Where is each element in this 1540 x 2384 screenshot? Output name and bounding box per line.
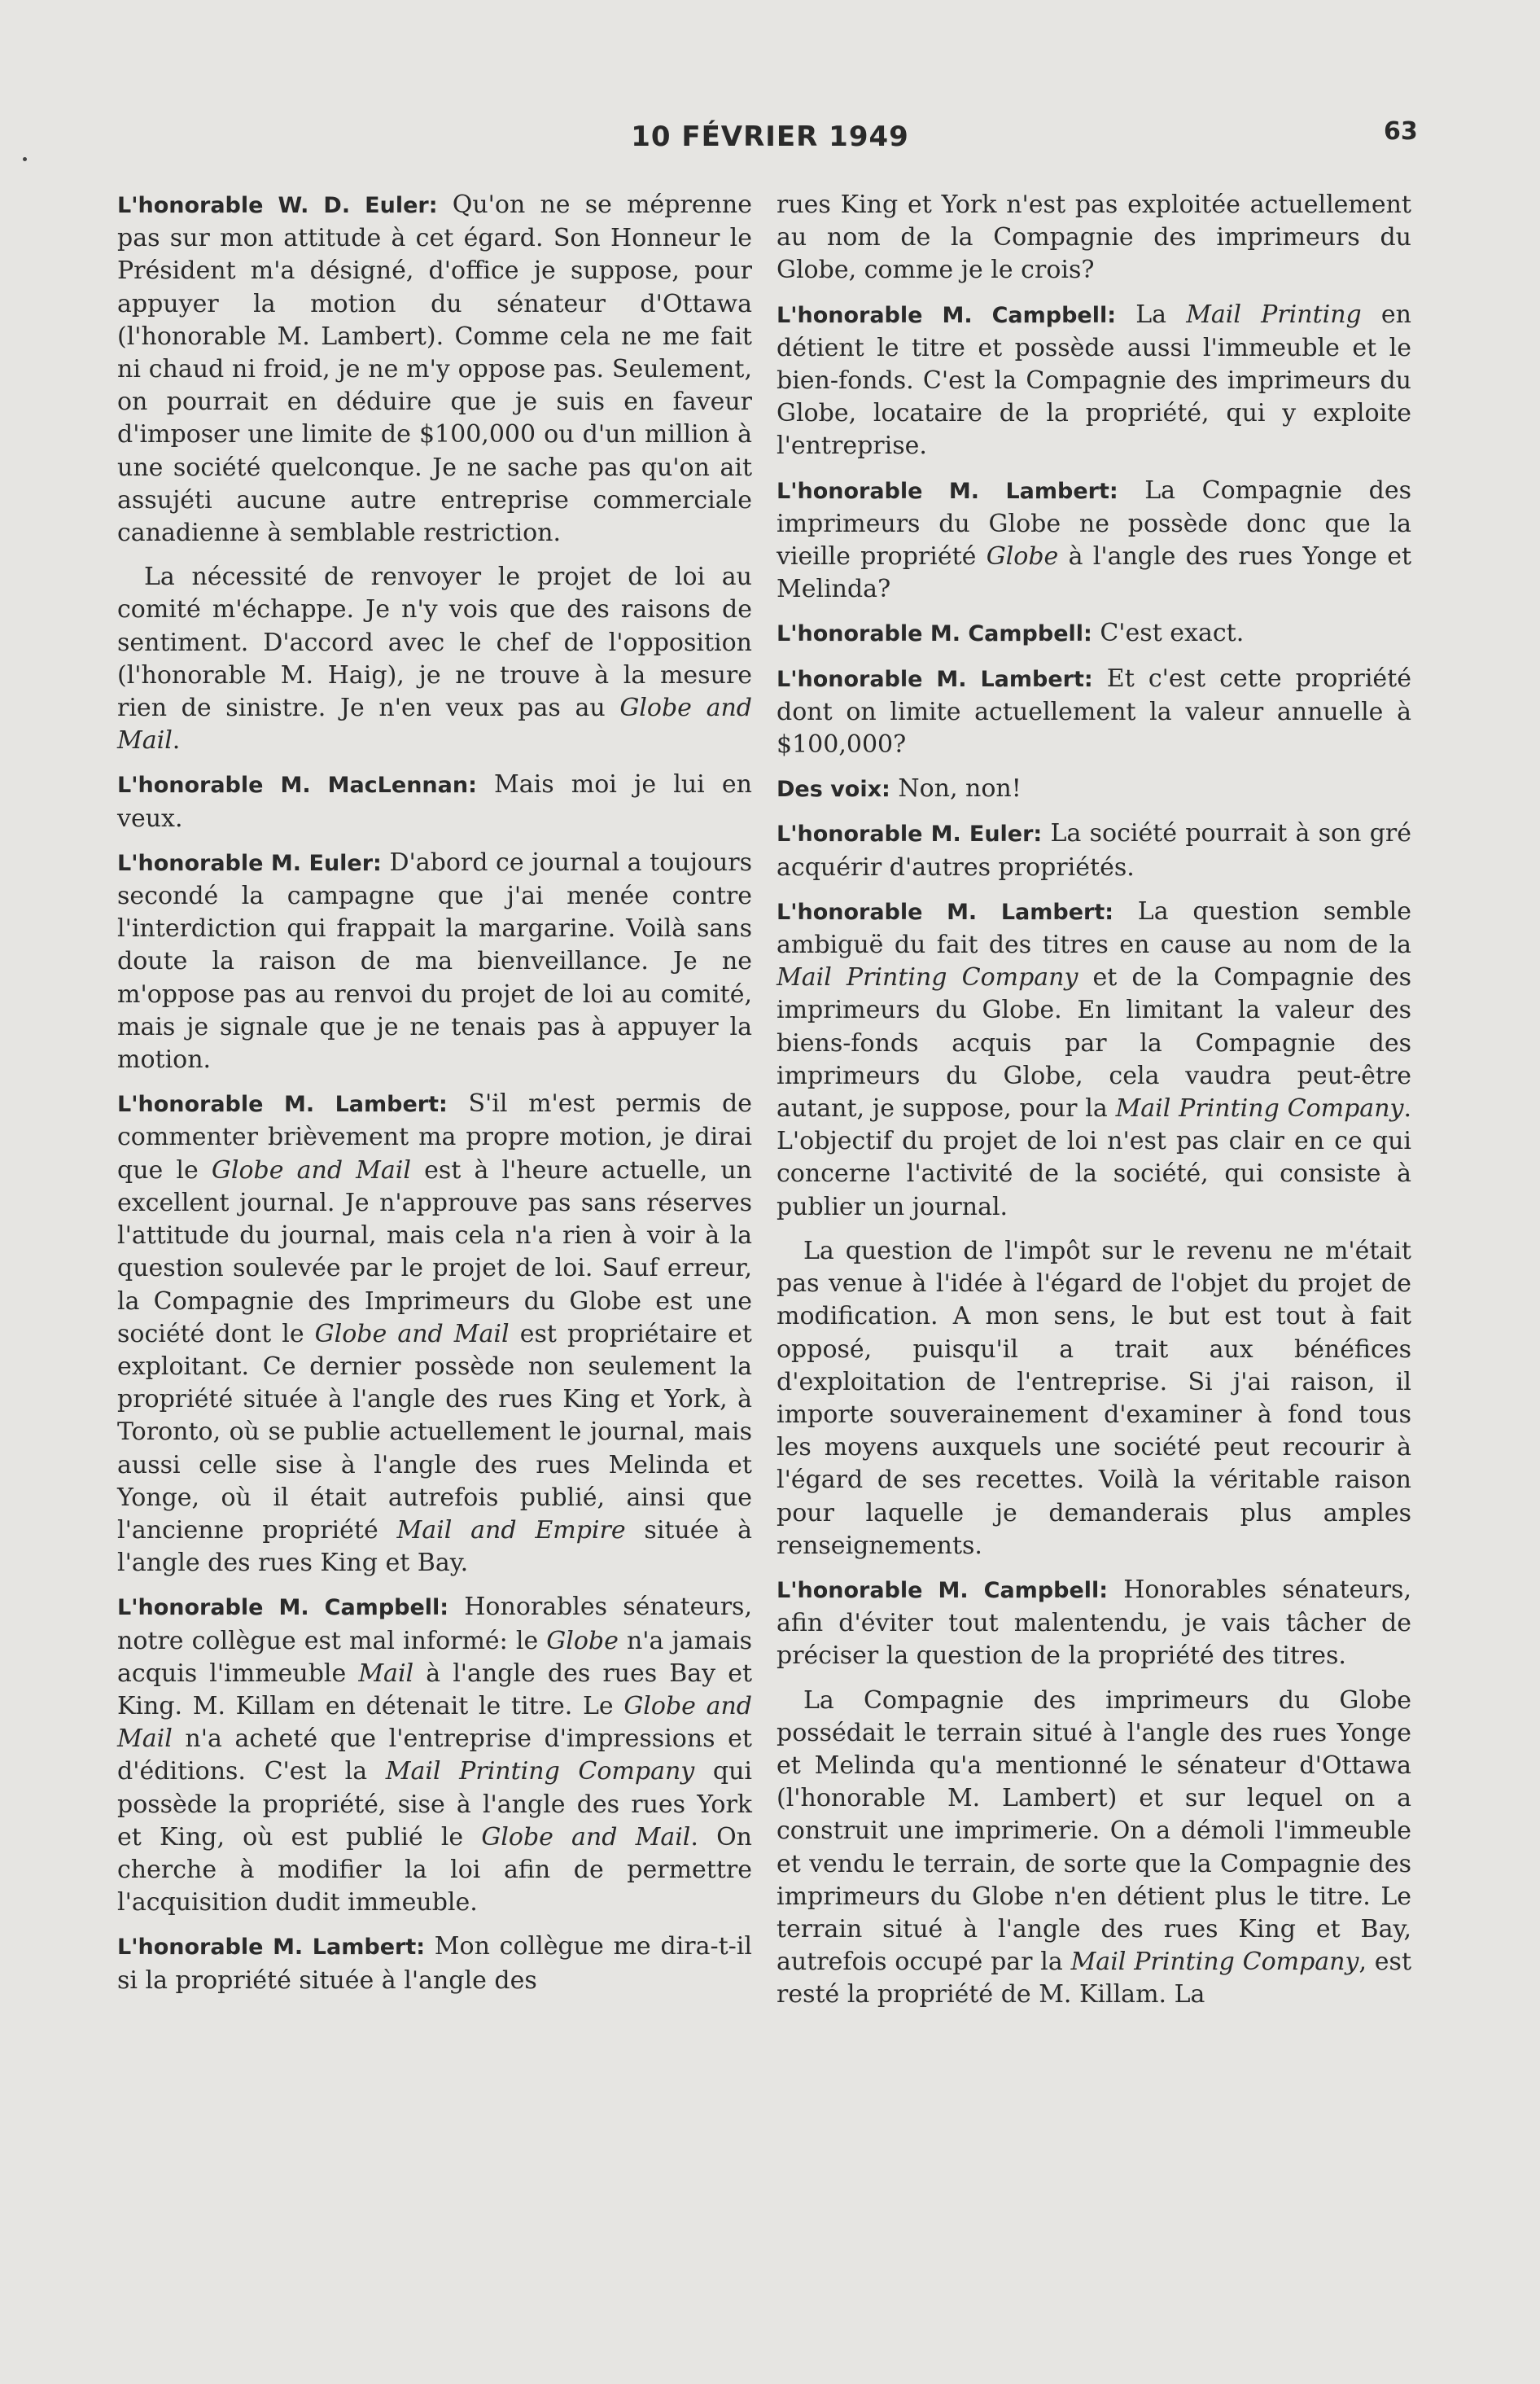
paragraph-text: . L'objectif du projet de loi n'est pas clair en ce qui concerne l'activité de la société, qui consiste à publier un journal. [777,1094,1412,1221]
speaker-name: L'honorable M. Euler: [117,850,382,876]
page-header-date: 10 FÉVRIER 1949 [631,121,909,153]
italic-title: Globe and Mail [481,1822,691,1852]
italic-title: Globe and Mail [211,1155,411,1185]
paragraph-text: La société pourrait à son gré acquérir d'autres propriétés. [777,819,1411,882]
speech-paragraph [777,475,1411,607]
italic-title: Mail Printing Company [1115,1094,1404,1124]
text-paragraph [777,1685,1411,2012]
italic-title: Mail Printing Company [777,963,1078,993]
speaker-name: L'honorable M. Campbell: [117,1595,449,1621]
speaker-name: L'honorable M. Lambert: [777,899,1114,925]
italic-title: Mail [358,1659,414,1688]
speaker-name: Des voix: [777,777,890,803]
speaker-name: L'honorable M. Campbell: [777,302,1117,328]
paragraph-text: est propriétaire et exploitant. Ce dernier possède non seulement la propriété située à l'angle des rues King et York, à Toronto, où se publie actuellement le journal, mais aussi celle sise à l'angle des rues Melinda et Yonge, où il était autrefois publié, ainsi que l'ancienne propriété [117,1319,752,1545]
paragraph-text: située à l'angle des rues King et Bay. [117,1515,752,1578]
paragraph-text: Mais moi je lui en veux. [117,770,752,833]
italic-title: Globe [546,1626,619,1655]
paragraph-text: n'a acheté que l'entreprise d'impressions et d'éditions. C'est la [117,1724,752,1786]
text-paragraph [777,189,1411,287]
speaker-name: L'honorable M. Lambert: [777,478,1118,504]
speech-paragraph [777,299,1411,463]
speech-paragraph [777,896,1411,1224]
paragraph-text: à l'angle des rues Yonge et Melinda? [777,542,1412,604]
speaker-name: L'honorable M. Lambert: [117,1092,448,1118]
paragraph-text: C'est exact. [1092,619,1245,648]
speech-paragraph [777,1574,1411,1673]
text-paragraph [117,561,752,757]
italic-title: Mail Printing Company [385,1757,695,1786]
paragraph-text: . On cherche à modifier la loi afin de permettre l'acquisition dudit immeuble. [117,1822,752,1917]
speech-paragraph [117,1088,752,1580]
speech-paragraph [117,847,752,1076]
paragraph-text: Honorables sénateurs, notre collègue est mal informé: le [117,1593,752,1655]
paragraph-text: rues King et York n'est pas exploitée actuellement au nom de la Compagnie des imprimeurs du Globe, comme je le crois? [777,191,1411,285]
right-column [777,189,1411,2023]
speaker-name: L'honorable M. MacLennan: [117,773,477,799]
paragraph-text: , est resté la propriété de M. Killam. La [777,1948,1412,2009]
paragraph-text: La nécessité de renvoyer le projet de loi au comité m'échappe. Je n'y vois que des raisons de sentiment. D'accord avec le chef de l'opposition (l'honorable M. Haig), je ne trouve à la mesure rien de sinistre. Je n'en veux pas au [117,563,752,723]
text-paragraph [777,1235,1411,1562]
paragraph-text: Mon collègue me dira-t-il si la propriété située à l'angle des [117,1932,752,1995]
speech-paragraph [117,1591,752,1919]
italic-title: Globe and Mail [314,1319,510,1348]
speech-paragraph [117,189,752,550]
paragraph-text: à l'angle des rues Bay et King. M. Killam en détenait le titre. Le [117,1659,753,1720]
page-number: 63 [1384,117,1418,146]
speech-paragraph [777,773,1411,806]
paragraph-text: S'il m'est permis de commenter brièvement ma propre motion, je dirai que le [117,1089,752,1185]
paragraph-text: La question semble ambiguë du fait des titres en cause au nom de la [777,896,1411,960]
italic-title: Mail Printing [1186,300,1362,329]
speaker-name: L'honorable M. Euler: [777,822,1043,848]
speech-paragraph [777,617,1411,651]
paragraph-text: Honorables sénateurs, afin d'éviter tout malentendu, je vais tâcher de préciser la question de la propriété des titres. [777,1575,1411,1671]
speech-paragraph [777,663,1411,762]
speaker-name: L'honorable M. Campbell: [777,1577,1109,1603]
paragraph-text: . [172,726,181,756]
italic-title: Mail Printing Company [1070,1948,1359,1977]
paragraph-text: est à l'heure actuelle, un excellent journal. Je n'approuve pas sans réserves l'attitude du journal, mais cela n'a rien à voir à la question soulevée par le projet de loi. Sauf erreur, la Compagnie des Imprimeurs du Globe est une société dont le [117,1155,753,1348]
paragraph-text: Et c'est cette propriété dont on limite actuellement la valeur annuelle à $100,000? [777,664,1411,760]
italic-title: Globe and Mail [117,1691,752,1754]
speech-paragraph [777,817,1411,883]
italic-title: Globe [986,542,1059,572]
italic-title: Globe and Mail [117,694,752,756]
paragraph-text: n'a jamais acquis l'immeuble [117,1626,752,1688]
margin-mark [23,157,27,161]
speaker-name: L'honorable M. Campbell: [777,621,1092,647]
paragraph-text: La Compagnie des imprimeurs du Globe possédait le terrain situé à l'angle des rues Yonge et Melinda qu'a mentionné le sénateur d'Ottawa (l'honorable M. Lambert) et sur lequel on a construit une imprimerie. On a démoli l'immeuble et vendu le terrain, de sorte que la Compagnie des imprimeurs du Globe n'en détient plus le titre. Le terrain situé à l'angle des rues King et Bay, autrefois occupé par la [777,1685,1411,1977]
speaker-name: L'honorable M. Lambert: [117,1935,426,1961]
left-column [117,189,752,2009]
speech-paragraph [117,1930,752,1996]
italic-title: Mail and Empire [396,1515,626,1545]
paragraph-text: Qu'on ne se méprenne pas sur mon attitude à cet égard. Son Honneur le Président m'a désigné, d'office je suppose, pour appuyer la motion du sénateur d'Ottawa (l'honorable M. Lambert). Comme cela ne me fait ni chaud ni froid, je ne m'y oppose pas. Seulement, on pourrait en déduire que je suis en faveur d'imposer une limite de $100,000 ou d'un million à une société quelconque. Je ne sache pas qu'on ait assujéti aucune autre entreprise commerciale canadienne à semblable restriction. [117,191,753,548]
paragraph-text: La [1116,300,1187,329]
paragraph-text: Non, non! [890,774,1022,804]
paragraph-text: qui possède la propriété, sise à l'angle des rues York et King, où est publié le [117,1757,752,1852]
speaker-name: L'honorable W. D. Euler: [117,193,438,218]
paragraph-text: D'abord ce journal a toujours secondé la campagne que j'ai menée contre l'interdiction qui frappait la margarine. Voilà sans doute la raison de ma bienveillance. Je ne m'oppose pas au renvoi du projet de loi au comité, mais je signale que je ne tenais pas à appuyer la motion. [117,848,752,1075]
paragraph-text: et de la Compagnie des imprimeurs du Globe. En limitant la valeur des biens-fonds acquis par la Compagnie des imprimeurs du Globe, cela vaudra peut-être autant, je suppose, pour la [777,963,1411,1124]
paragraph-text: La question de l'impôt sur le revenu ne m'était pas venue à l'idée à l'égard de l'objet du projet de modification. A mon sens, le but est tout à fait opposé, puisqu'il a trait aux bénéfices d'exploitation de l'entreprise. Si j'ai raison, il importe souverainement d'examiner à fond tous les moyens auxquels une société peut recourir à l'égard de ses recettes. Voilà la véritable raison pour laquelle je demanderais plus amples renseignements. [777,1236,1411,1560]
speech-paragraph [117,769,752,835]
speaker-name: L'honorable M. Lambert: [777,666,1093,692]
paragraph-text: La Compagnie des imprimeurs du Globe ne possède donc que la vieille propriété [777,475,1411,572]
paragraph-text: en détient le titre et possède aussi l'immeuble et le bien-fonds. C'est la Compagnie des imprimeurs du Globe, locataire de la propriété, qui y exploite l'entreprise. [777,300,1411,461]
